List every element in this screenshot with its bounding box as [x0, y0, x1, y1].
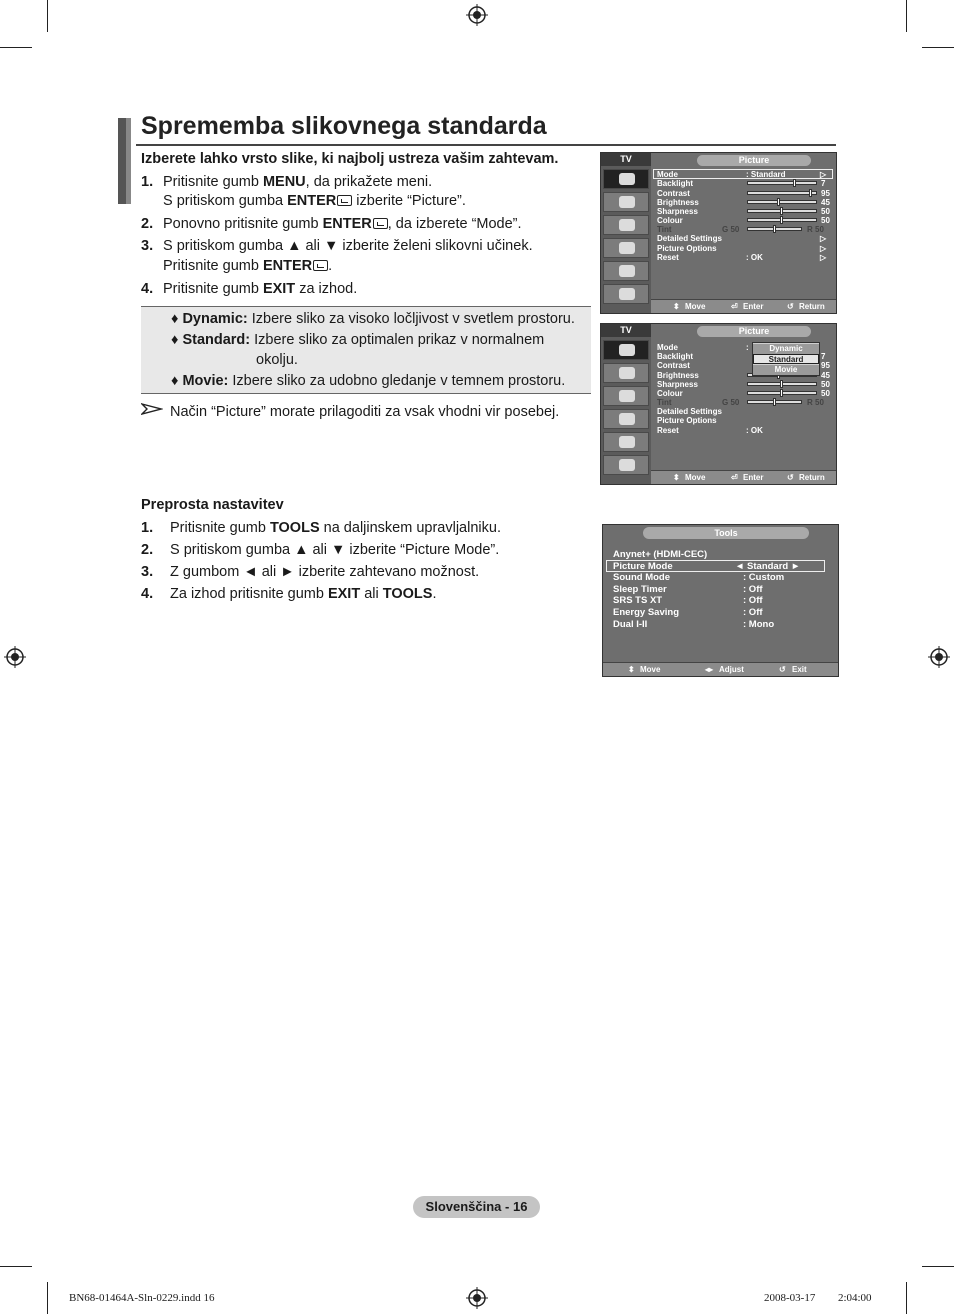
- menu-item-brightness[interactable]: Brightness: [657, 371, 699, 380]
- menu-item-detailed-settings[interactable]: Detailed Settings: [657, 234, 722, 243]
- tools-menu-screen: [602, 524, 839, 677]
- crop-mark: [47, 1282, 48, 1314]
- tools-item-picture-mode[interactable]: Picture Mode: [613, 561, 673, 572]
- adjust-icon: ◂▸: [705, 665, 714, 674]
- srs-value: : Off: [743, 595, 763, 606]
- tint-r-value: R 50: [807, 225, 824, 234]
- slider-knob[interactable]: [780, 207, 783, 215]
- crop-mark: [906, 0, 907, 32]
- registration-mark-icon: [4, 646, 26, 668]
- simple-setup-title: Preprosta nastavitev: [141, 497, 284, 513]
- reset-value: : OK: [746, 426, 763, 435]
- tools-item-anynet[interactable]: Anynet+ (HDMI-CEC): [613, 549, 708, 560]
- mode-notes-box: [141, 306, 591, 394]
- simple-step-2: 2. S pritiskom gumba ▲ ali ▼ izberite “Picture Mode”.: [141, 542, 500, 558]
- move-icon: ⬍: [673, 473, 680, 482]
- colour-slider[interactable]: [747, 218, 817, 222]
- slider-knob[interactable]: [780, 380, 783, 388]
- menu-item-brightness[interactable]: Brightness: [657, 198, 699, 207]
- reset-value: : OK: [746, 253, 763, 262]
- sharpness-value: 50: [821, 207, 830, 216]
- menu-item-picture-options[interactable]: Picture Options: [657, 244, 717, 253]
- picture-menu-screen: [600, 152, 837, 314]
- menu-item-contrast[interactable]: Contrast: [657, 361, 690, 370]
- menu-item-reset[interactable]: Reset: [657, 426, 679, 435]
- step-3: 3. S pritiskom gumba ▲ ali ▼ izberite želeni slikovni učinek.: [141, 238, 533, 254]
- selected-row: [653, 169, 833, 179]
- sharpness-value: 50: [821, 380, 830, 389]
- sound-icon[interactable]: [603, 363, 649, 383]
- enter-icon: [337, 195, 352, 206]
- application-icon[interactable]: [603, 284, 649, 304]
- note-standard: ♦ Standard: Izbere sliko za optimalen prikaz v normalnem: [171, 332, 545, 348]
- enter-icon: ⏎: [731, 302, 738, 311]
- channel-icon[interactable]: [603, 215, 649, 235]
- colon: :: [746, 343, 749, 352]
- menu-footer: ⬍ Move ⏎ Enter ↺ Return: [651, 470, 836, 484]
- input-icon[interactable]: [603, 432, 649, 452]
- return-icon: ↺: [787, 302, 794, 311]
- slider-knob[interactable]: [773, 398, 776, 406]
- enter-icon: [373, 218, 388, 229]
- backlight-value: 7: [821, 179, 826, 188]
- tools-item-srs[interactable]: SRS TS XT: [613, 595, 663, 606]
- title-accent-bar: [126, 118, 131, 204]
- menu-item-sharpness[interactable]: Sharpness: [657, 207, 698, 216]
- picture-icon[interactable]: [603, 340, 649, 360]
- mode-value: : Standard: [746, 170, 786, 179]
- step-1-line-2: S pritiskom gumba ENTER izberite “Picture”.: [163, 193, 466, 209]
- note-dynamic: ♦ Dynamic: Izbere sliko za visoko ločljivost v svetlem prostoru.: [171, 311, 575, 327]
- move-icon: ⬍: [673, 302, 680, 311]
- menu-footer: ⬍ Move ⏎ Enter ↺ Return: [651, 299, 836, 313]
- menu-item-backlight[interactable]: Backlight: [657, 352, 694, 361]
- arrow-right-icon: ▷: [820, 170, 827, 179]
- setup-icon[interactable]: [603, 409, 649, 429]
- menu-item-mode[interactable]: Mode: [657, 170, 678, 179]
- simple-step-3: 3. Z gumbom ◄ ali ► izberite zahtevano možnost.: [141, 564, 480, 580]
- slider-knob[interactable]: [793, 179, 796, 187]
- picture-icon[interactable]: [603, 169, 649, 189]
- brightness-value: 45: [821, 371, 830, 380]
- menu-header: Picture: [697, 326, 811, 337]
- tools-item-energy-saving[interactable]: Energy Saving: [613, 607, 679, 618]
- title-divider: [136, 144, 836, 146]
- colour-value: 50: [821, 389, 830, 398]
- tools-footer: ⬍ Move ◂▸ Adjust ↺ Exit: [603, 662, 838, 676]
- arrow-right-icon: ▷: [820, 234, 827, 243]
- channel-icon[interactable]: [603, 386, 649, 406]
- tv-label: TV: [601, 153, 651, 166]
- contrast-value: 95: [821, 189, 830, 198]
- menu-item-tint[interactable]: Tint: [657, 398, 672, 407]
- backlight-slider[interactable]: [747, 181, 817, 185]
- tools-header: Tools: [643, 527, 809, 539]
- menu-item-sharpness[interactable]: Sharpness: [657, 380, 698, 389]
- tint-g-value: G 50: [722, 398, 740, 407]
- backlight-value: 7: [821, 352, 826, 361]
- dropdown-option-standard[interactable]: Standard: [753, 354, 819, 364]
- crop-mark: [47, 0, 48, 32]
- tint-slider[interactable]: [747, 227, 802, 231]
- arrow-right-icon: ▷: [820, 244, 827, 253]
- application-icon[interactable]: [603, 455, 649, 475]
- tint-g-value: G 50: [722, 225, 740, 234]
- note-arrow-icon: [141, 402, 163, 416]
- menu-item-picture-options[interactable]: Picture Options: [657, 416, 717, 425]
- slider-knob[interactable]: [780, 389, 783, 397]
- slug-file-info: BN68-01464A-Sln-0229.indd 16: [69, 1292, 215, 1304]
- tint-slider[interactable]: [747, 400, 802, 404]
- step-3-line-2: Pritisnite gumb ENTER .: [163, 258, 333, 274]
- crop-mark: [922, 1266, 954, 1267]
- enter-icon: ⏎: [731, 473, 738, 482]
- slider-knob[interactable]: [809, 189, 812, 197]
- menu-item-contrast[interactable]: Contrast: [657, 189, 690, 198]
- registration-mark-icon: [466, 1287, 488, 1309]
- intro-text: Izberete lahko vrsto slike, ki najbolj ustreza vašim zahtevam.: [141, 151, 559, 167]
- input-icon[interactable]: [603, 261, 649, 281]
- menu-item-colour[interactable]: Colour: [657, 389, 683, 398]
- sharpness-slider[interactable]: [747, 382, 817, 386]
- tools-item-sound-mode[interactable]: Sound Mode: [613, 572, 670, 583]
- menu-item-backlight[interactable]: Backlight: [657, 179, 694, 188]
- sharpness-slider[interactable]: [747, 209, 817, 213]
- slider-knob[interactable]: [777, 198, 780, 206]
- move-icon: ⬍: [628, 665, 635, 674]
- picture-mode-value[interactable]: ◄ Standard ►: [735, 561, 801, 572]
- dropdown-option-dynamic[interactable]: Dynamic: [753, 344, 819, 354]
- note-movie: ♦ Movie: Izbere sliko za udobno gledanje v temnem prostoru.: [171, 373, 566, 389]
- arrow-right-icon: ▷: [820, 253, 827, 262]
- step-1: 1. Pritisnite gumb MENU, da prikažete meni.: [141, 174, 433, 190]
- menu-item-colour[interactable]: Colour: [657, 216, 683, 225]
- menu-item-mode[interactable]: Mode: [657, 343, 678, 352]
- menu-header: Picture: [697, 155, 811, 166]
- sound-mode-value: : Custom: [743, 572, 785, 583]
- picture-mode-dropdown-screen: [600, 323, 837, 485]
- crop-mark: [906, 1282, 907, 1314]
- mode-dropdown[interactable]: [752, 342, 820, 376]
- energy-saving-value: : Off: [743, 607, 763, 618]
- slider-knob[interactable]: [780, 216, 783, 224]
- page-title: Sprememba slikovnega standarda: [141, 112, 547, 140]
- simple-step-1: 1. Pritisnite gumb TOOLS na daljinskem upravljalniku.: [141, 520, 501, 536]
- colour-slider[interactable]: [747, 391, 817, 395]
- crop-mark: [0, 1266, 32, 1267]
- slider-knob[interactable]: [773, 225, 776, 233]
- menu-item-detailed-settings[interactable]: Detailed Settings: [657, 407, 722, 416]
- crop-mark: [922, 47, 954, 48]
- page-number-label: Slovenščina - 16: [413, 1196, 540, 1218]
- menu-item-reset[interactable]: Reset: [657, 253, 679, 262]
- menu-item-tint[interactable]: Tint: [657, 225, 672, 234]
- return-icon: ↺: [787, 473, 794, 482]
- brightness-slider[interactable]: [747, 200, 817, 204]
- contrast-value: 95: [821, 361, 830, 370]
- step-4: 4. Pritisnite gumb EXIT za izhod.: [141, 281, 358, 297]
- dual-value: : Mono: [743, 619, 775, 630]
- brightness-value: 45: [821, 198, 830, 207]
- tip-text: Način “Picture” morate prilagoditi za vsak vhodni vir posebej.: [170, 404, 560, 420]
- note-standard-cont: okolju.: [256, 352, 298, 368]
- slug-timestamp: 2008-03-17 ￿￿ 2:04:00: [764, 1292, 872, 1304]
- sound-icon[interactable]: [603, 192, 649, 212]
- step-2: 2. Ponovno pritisnite gumb ENTER , da izberete “Mode”.: [141, 216, 522, 232]
- exit-icon: ↺: [779, 665, 786, 674]
- tools-item-dual[interactable]: Dual I-II: [613, 619, 648, 630]
- tools-item-sleep-timer[interactable]: Sleep Timer: [613, 584, 667, 595]
- setup-icon[interactable]: [603, 238, 649, 258]
- colour-value: 50: [821, 216, 830, 225]
- dropdown-option-movie[interactable]: Movie: [753, 365, 819, 375]
- registration-mark-icon: [466, 4, 488, 26]
- registration-mark-icon: [928, 646, 950, 668]
- contrast-slider[interactable]: [747, 191, 817, 195]
- simple-step-4: 4. Za izhod pritisnite gumb EXIT ali TOOLS.: [141, 586, 437, 602]
- crop-mark: [0, 47, 32, 48]
- tv-label: TV: [601, 324, 651, 337]
- tint-r-value: R 50: [807, 398, 824, 407]
- enter-icon: [313, 260, 328, 271]
- sleep-timer-value: : Off: [743, 584, 763, 595]
